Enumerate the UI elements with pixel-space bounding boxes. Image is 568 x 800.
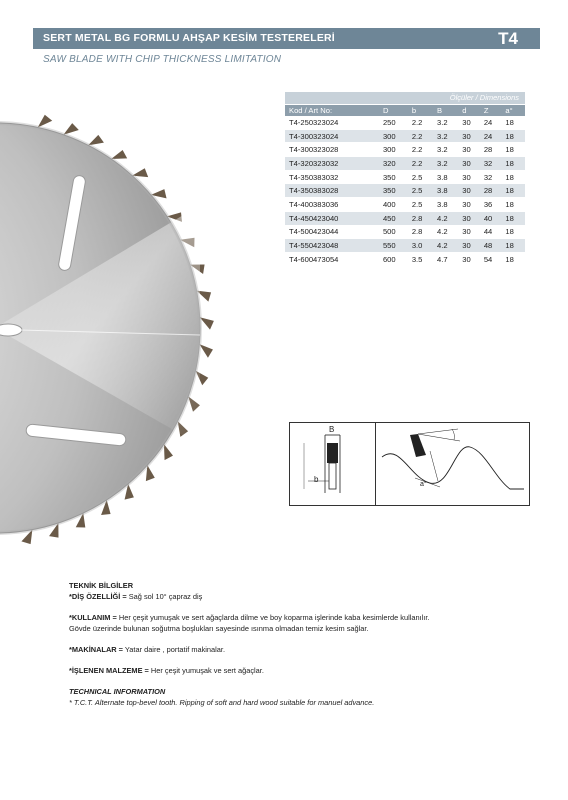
table-cell: 2.8 [410,225,435,239]
kullanim: *KULLANIM = Her çeşit yumuşak ve sert ağaçlarda dilme ve boy koparma işlerinde kaba kesimlerde kullanılır. [69,613,430,622]
table-cell: 30 [460,116,482,129]
saw-tooth [164,444,173,460]
table-cell: 600 [381,252,410,266]
table-row [285,184,525,198]
table-cell: 550 [381,239,410,253]
table-cell: T4-250323024 [285,116,381,129]
table-cell: 30 [460,143,482,157]
table-cell: 2.2 [410,116,435,129]
table-cell: 30 [460,198,482,212]
table-cell: 28 [482,184,504,198]
table-cell: 3.8 [435,198,460,212]
table-cell: 18 [503,225,525,239]
column-header: D [381,105,410,116]
table-cell: 18 [503,198,525,212]
tooth-diagram-drawing [290,423,529,505]
table-cell: 30 [460,129,482,143]
table-cell: T4-500423044 [285,225,381,239]
table-cell: 2.2 [410,129,435,143]
technical-info [69,580,539,708]
page-title: SERT METAL BG FORMLU AHŞAP KESİM TESTERELERİ [43,32,335,44]
table-cell: 24 [482,129,504,143]
table-row [285,170,525,184]
saw-tooth [38,115,53,128]
table-cell: 30 [460,252,482,266]
table-cell: 28 [482,143,504,157]
table-cell: 18 [503,143,525,157]
product-code: T4 [498,29,518,48]
table-cell: 320 [381,157,410,171]
table-cell: 250 [381,116,410,129]
column-header: d [460,105,482,116]
column-header: B [435,105,460,116]
table-cell: 2.5 [410,170,435,184]
table-row [285,157,525,171]
table-cell: 40 [482,211,504,225]
teknik-heading: TEKNİK BİLGİLER [69,581,134,590]
table-cell: 32 [482,157,504,171]
technical-text: * T.C.T. Alternate top-bevel tooth. Ripping of soft and hard wood suitable for manuel advance. [69,698,375,707]
table-cell: 18 [503,184,525,198]
table-cell: 2.8 [410,211,435,225]
table-cell: 3.8 [435,184,460,198]
table-row [285,198,525,212]
table-cell: 3.2 [435,157,460,171]
table-cell: 48 [482,239,504,253]
technical-heading: TECHNICAL INFORMATION [69,687,166,696]
table-cell: 3.5 [410,252,435,266]
table-cell: 3.2 [435,116,460,129]
table-cell: 30 [460,184,482,198]
column-header: b [410,105,435,116]
table-cell: 4.2 [435,225,460,239]
dimensions-table [285,105,525,267]
table-cell: 44 [482,225,504,239]
column-header: a° [503,105,525,116]
table-cell: 2.2 [410,143,435,157]
saw-tooth [111,150,127,159]
islenen-malzeme: *İŞLENEN MALZEME = Her çeşit yumuşak ve sert ağaçlar. [69,666,264,675]
table-cell: 30 [460,157,482,171]
table-cell: 18 [503,211,525,225]
table-cell: 30 [460,239,482,253]
column-header: Kod / Art No: [285,105,381,116]
table-cell: 18 [503,252,525,266]
table-cell: 3.2 [435,129,460,143]
kullanim-line-2: Gövde üzerinde bulunan soğutma boşlukları sayesinde ısınma olmadan temiz kesim sağlar. [69,624,369,633]
table-cell: 2.2 [410,157,435,171]
table-cell: 450 [381,211,410,225]
saw-tooth [88,135,104,145]
table-cell: 350 [381,170,410,184]
table-cell: 350 [381,184,410,198]
table-cell: T4-550423048 [285,239,381,253]
table-cell: T4-320323032 [285,157,381,171]
saw-blade-image [0,85,230,565]
table-cell: 32 [482,170,504,184]
table-cell: 4.7 [435,252,460,266]
table-row [285,143,525,157]
dimensions-caption: Ölçüler / Dimensions [285,92,525,104]
saw-tooth [199,344,213,358]
table-cell: 400 [381,198,410,212]
table-cell: 30 [460,170,482,184]
table-cell: 30 [460,225,482,239]
column-header: Z [482,105,504,116]
saw-tooth [63,123,78,135]
table-cell: 18 [503,157,525,171]
table-cell: T4-600473054 [285,252,381,266]
table-cell: 2.5 [410,184,435,198]
makinalar: *MAKİNALAR = Yatar daire , portatif makinalar. [69,645,226,654]
table-header-row [285,105,525,116]
table-row [285,252,525,266]
table-cell: 30 [460,211,482,225]
header-bar [33,28,540,49]
label-b: b [314,475,319,484]
table-cell: 2.5 [410,198,435,212]
tooth-geometry-diagram [289,422,530,506]
table-cell: T4-350383032 [285,170,381,184]
table-cell: 500 [381,225,410,239]
table-cell: 3.8 [435,170,460,184]
table-cell: 54 [482,252,504,266]
label-a-angle: a° [420,481,427,488]
table-cell: T4-300323028 [285,143,381,157]
table-cell: 3.2 [435,143,460,157]
dis-ozelligi: *DİŞ ÖZELLİĞİ = Sağ sol 10° çapraz diş [69,592,203,601]
table-cell: 4.2 [435,211,460,225]
table-cell: 36 [482,198,504,212]
table-cell: T4-400383036 [285,198,381,212]
table-cell: 300 [381,129,410,143]
table-cell: 4.2 [435,239,460,253]
table-cell: 24 [482,116,504,129]
table-row [285,116,525,129]
table-cell: 18 [503,116,525,129]
table-row [285,225,525,239]
table-cell: 18 [503,170,525,184]
table-cell: 18 [503,129,525,143]
table-row [285,211,525,225]
table-cell: 18 [503,239,525,253]
label-B: B [329,425,335,434]
table-cell: T4-300323024 [285,129,381,143]
page-subtitle: SAW BLADE WITH CHIP THICKNESS LIMITATION [43,54,282,65]
table-cell: T4-350383028 [285,184,381,198]
table-cell: T4-450423040 [285,211,381,225]
table-cell: 3.0 [410,239,435,253]
table-cell: 300 [381,143,410,157]
table-row [285,129,525,143]
table-row [285,239,525,253]
